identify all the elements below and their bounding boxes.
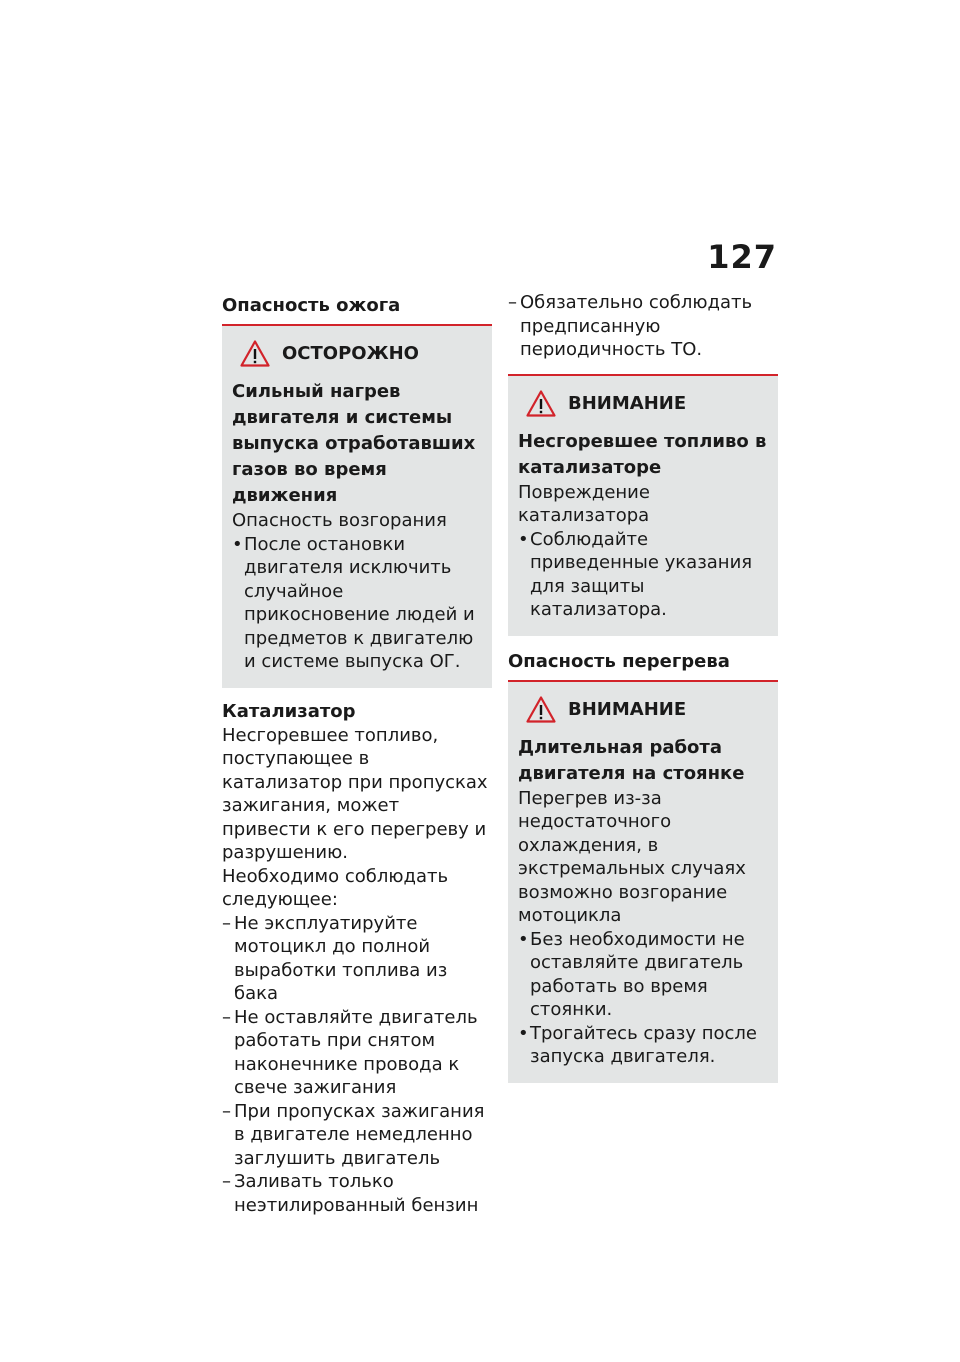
notice-level: ОСТОРОЖНО bbox=[282, 343, 419, 364]
dash-item bbox=[222, 1170, 492, 1217]
bullet-text: Соблюдайте приведенные указания для защиты катализатора. bbox=[530, 528, 753, 620]
dash-text: Обязательно соблюдать предписанную периодичность ТО. bbox=[520, 292, 753, 360]
page-number: 127 bbox=[707, 238, 777, 276]
bullet-mark: • bbox=[232, 533, 243, 555]
bullet-mark: • bbox=[518, 928, 529, 950]
bullet-text: Трогайтесь сразу после запуска двигателя. bbox=[530, 1022, 757, 1067]
notice-bullet bbox=[518, 928, 768, 1022]
notice-header bbox=[518, 696, 768, 723]
warning-triangle-icon bbox=[526, 696, 556, 723]
notice-subject: Сильный нагрев двигателя и системы выпуска отработавших газов во время движения bbox=[232, 381, 476, 506]
burn-section-title: Опасность ожога bbox=[222, 294, 492, 326]
catalyst-section-title: Катализатор bbox=[222, 700, 356, 722]
dash-item bbox=[222, 1100, 492, 1171]
left-column bbox=[222, 294, 492, 1217]
notice-header bbox=[232, 340, 482, 367]
right-column bbox=[508, 291, 778, 1083]
dash-text: При пропусках зажигания в двигателе немедленно заглушить двигатель bbox=[234, 1100, 485, 1169]
notice-subject: Несгоревшее топливо в катализаторе bbox=[518, 430, 767, 478]
dash-text: Заливать только неэтилированный бензин bbox=[234, 1171, 479, 1216]
dash-mark: – bbox=[222, 1171, 231, 1192]
burn-caution-box bbox=[222, 326, 492, 688]
notice-bullet bbox=[518, 528, 768, 622]
overheat-section-title: Опасность перегрева bbox=[508, 650, 730, 672]
bullet-mark: • bbox=[518, 1022, 529, 1044]
notice-level: ВНИМАНИЕ bbox=[568, 698, 687, 720]
notice-consequence: Перегрев из-за недостаточного охлаждения, в экстремальных случаях возможно возгорание мотоцикла bbox=[518, 787, 746, 926]
requirement-paragraph: Необходимо соблюдать следующее: bbox=[222, 865, 449, 910]
dash-item bbox=[508, 291, 778, 362]
notice-subject: Длительная работа двигателя на стоянке bbox=[518, 736, 745, 784]
overheat-notice-box bbox=[508, 682, 778, 1083]
bullet-text: Без необходимости не оставляйте двигатель работать во время стоянки. bbox=[530, 928, 745, 1020]
dash-mark: – bbox=[222, 912, 231, 934]
warning-triangle-icon bbox=[240, 340, 270, 367]
catalyst-paragraph: Несгоревшее топливо, поступающее в катализатор при пропусках зажигания, может привести к его перегреву и разрушению. bbox=[222, 724, 488, 863]
dash-item bbox=[222, 1006, 492, 1100]
dash-item bbox=[222, 912, 492, 1006]
bullet-mark: • bbox=[518, 528, 529, 550]
bullet-text: После остановки двигателя исключить случайное прикосновение людей и предметов к двигателю и системе выпуска ОГ. bbox=[244, 533, 475, 672]
dash-text: Не оставляйте двигатель работать при снятом наконечнике провода к свече зажигания bbox=[234, 1006, 478, 1098]
notice-consequence: Опасность возгорания bbox=[232, 510, 447, 531]
dash-text: Не эксплуатируйте мотоцикл до полной выработки топлива из бака bbox=[234, 912, 448, 1004]
notice-consequence: Повреждение катализатора bbox=[518, 481, 650, 526]
notice-bullet bbox=[518, 1022, 768, 1069]
warning-triangle-icon bbox=[526, 390, 556, 417]
fuel-notice-box bbox=[508, 376, 778, 636]
dash-mark: – bbox=[222, 1100, 231, 1122]
dash-mark: – bbox=[508, 292, 517, 313]
dash-mark: – bbox=[222, 1006, 231, 1028]
notice-bullet bbox=[232, 533, 482, 674]
notice-header bbox=[518, 390, 768, 417]
notice-level: ВНИМАНИЕ bbox=[568, 392, 687, 414]
